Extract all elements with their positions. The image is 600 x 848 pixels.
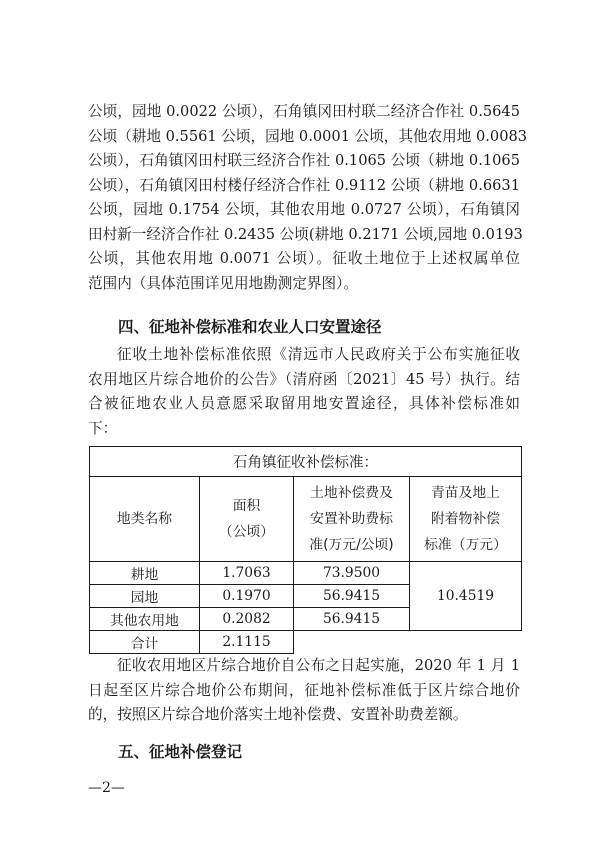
cell-area: 0.1970 bbox=[200, 585, 294, 608]
text-line: 合被征地农业人员意愿采取留用地安置途径，具体补偿标准如 bbox=[88, 395, 520, 412]
page-number: —2— bbox=[88, 780, 125, 796]
text-line: 公顷（耕地 0.5561 公顷，园地 0.0001 公顷，其他农用地 0.0083 bbox=[88, 127, 528, 145]
cell-rate: 56.9415 bbox=[294, 585, 410, 608]
header-area: 面积 （公顷） bbox=[200, 477, 294, 562]
cell-land-type: 园地 bbox=[90, 585, 200, 608]
paragraph-implementation bbox=[88, 654, 520, 728]
table-row bbox=[90, 562, 522, 585]
cell-area: 2.1115 bbox=[200, 631, 294, 654]
text-line: 下： bbox=[88, 419, 118, 437]
text-line: 征收农用地区片综合地价自公布之日起实施，2020 年 1 月 1 bbox=[117, 657, 520, 674]
table-row-total bbox=[90, 631, 522, 654]
paragraph-compensation-basis bbox=[88, 343, 520, 441]
cell-crop-compensation: 10.4519 bbox=[410, 562, 522, 631]
text-line: 日起至区片综合地价公布期间，征地补偿标准低于区片综合地价 bbox=[88, 681, 520, 699]
text-line: 田村新一经济合作社 0.2435 公顷(耕地 0.2171 公顷,园地 0.0193 bbox=[88, 225, 523, 243]
text-line: 的，按照区片综合地价落实土地补偿费、安置补助费差额。 bbox=[88, 706, 468, 723]
text-line: 公顷，园地 0.1754 公顷，其他农用地 0.0727 公顷），石角镇冈 bbox=[88, 201, 520, 218]
compensation-standard-table bbox=[89, 446, 522, 654]
table-title: 石角镇征收补偿标准： bbox=[90, 447, 522, 477]
cell-land-type: 其他农用地 bbox=[90, 608, 200, 631]
cell-rate: 73.9500 bbox=[294, 562, 410, 585]
cell-land-type: 耕地 bbox=[90, 562, 200, 585]
paragraph-land-ownership bbox=[88, 100, 528, 296]
section-heading-5: 五、征地补偿登记 bbox=[118, 743, 243, 761]
text-line: 公顷），石角镇冈田村楼仔经济合作社 0.9112 公顷（耕地 0.6631 bbox=[88, 176, 520, 194]
cell-rate-empty bbox=[294, 631, 410, 654]
cell-area: 0.2082 bbox=[200, 608, 294, 631]
cell-land-type: 合计 bbox=[90, 631, 200, 654]
header-land-type: 地类名称 bbox=[90, 477, 200, 562]
section-heading-4: 四、征地补偿标准和农业人口安置途径 bbox=[118, 318, 382, 336]
text-line: 公顷，园地 0.0022 公顷），石角镇冈田村联二经济合作社 0.5645 bbox=[88, 103, 520, 120]
cell-rate: 56.9415 bbox=[294, 608, 410, 631]
header-land-compensation: 土地补偿费及 安置补助费标 准(万元/公顷) bbox=[294, 477, 410, 562]
cell-area: 1.7063 bbox=[200, 562, 294, 585]
cell-crop-empty bbox=[410, 631, 522, 654]
text-line: 农用地区片综合地价的公告》（清府函〔2021〕45 号）执行。结 bbox=[88, 370, 520, 388]
header-crop-compensation: 青苗及地上 附着物补偿 标准（万元） bbox=[410, 477, 522, 562]
text-line: 征收土地补偿标准依照《清远市人民政府关于公布实施征收 bbox=[117, 346, 520, 363]
text-line: 公顷，其他农用地 0.0071 公顷）。征收土地位于上述权属单位 bbox=[88, 250, 520, 267]
text-line: 范围内（具体范围详见用地勘测定界图）。 bbox=[88, 274, 358, 292]
text-line: 公顷），石角镇冈田村联三经济合作社 0.1065 公顷（耕地 0.1065 bbox=[88, 152, 520, 169]
